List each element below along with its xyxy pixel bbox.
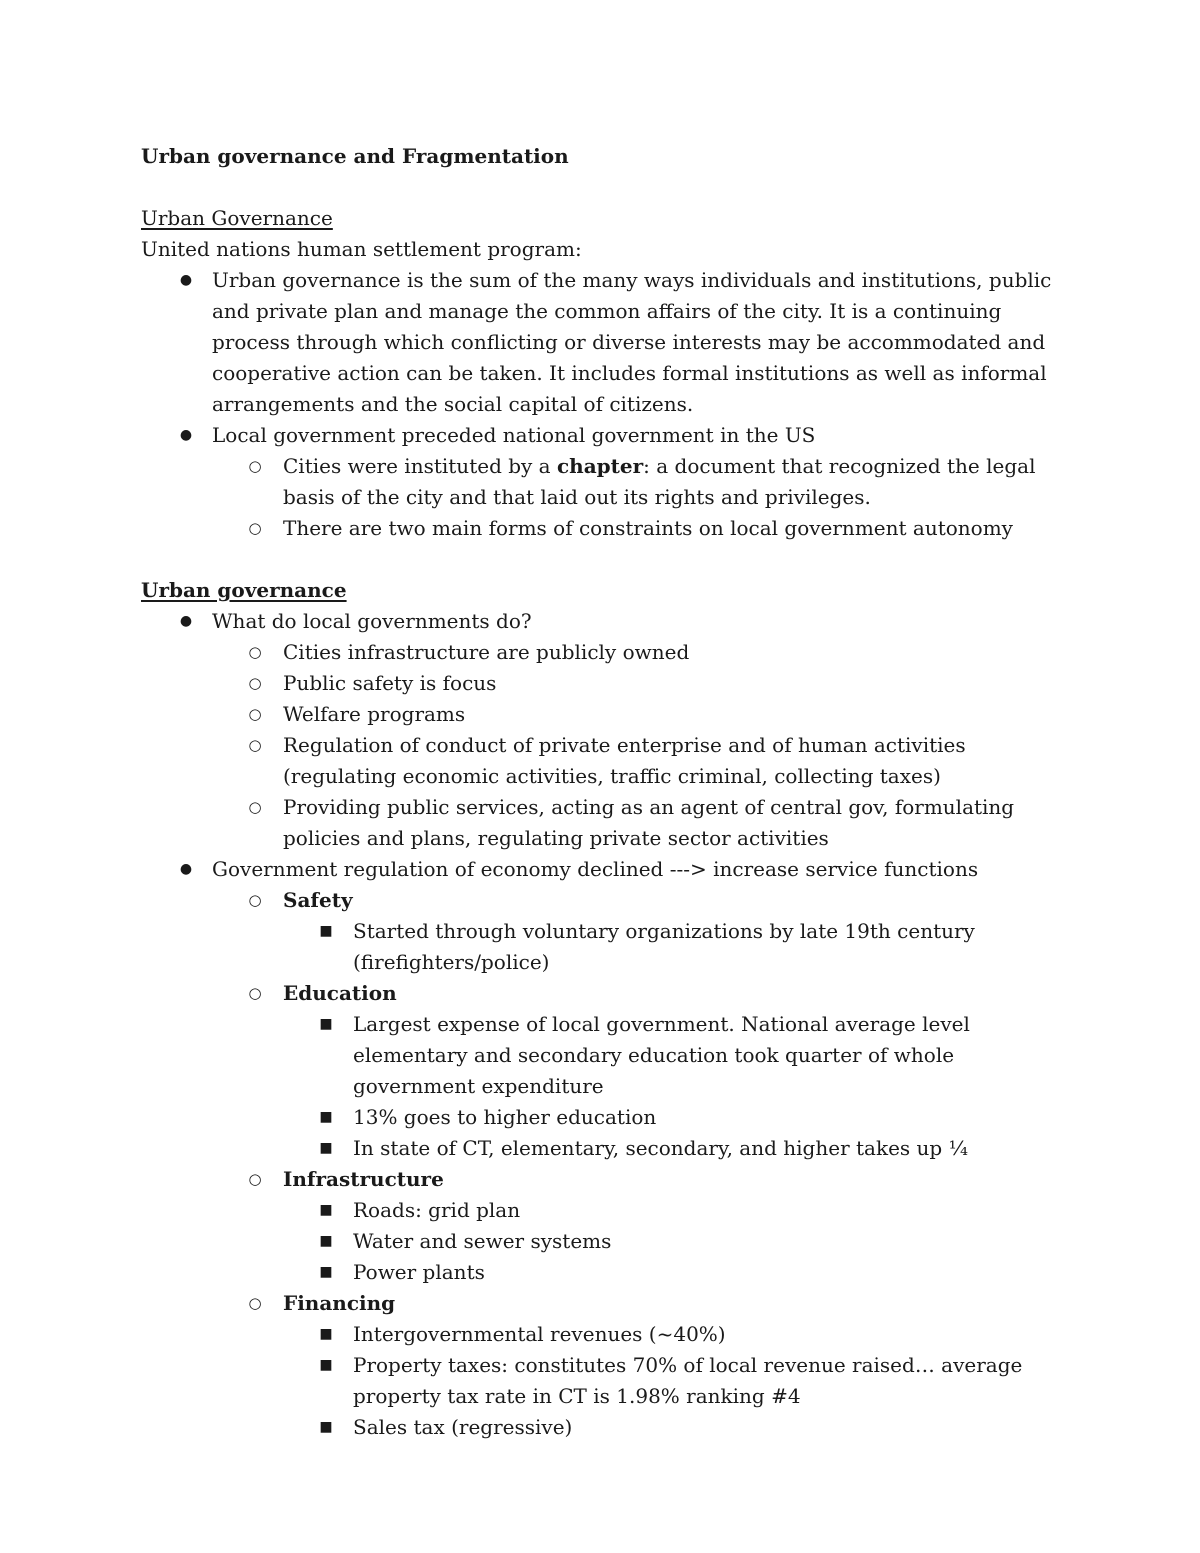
list-item [141,265,1071,420]
square-bullet-icon: ■ [319,1419,333,1435]
list-item [141,916,1071,978]
filled-circle-bullet-icon: ● [179,613,193,629]
list-item [141,792,1071,854]
square-bullet-icon: ■ [319,1233,333,1249]
hollow-circle-bullet-icon: ○ [248,984,262,1002]
hollow-circle-bullet-icon: ○ [248,891,262,909]
list-item-text-post: : a document that recognized the legal basis of the city and that laid out its rights and privileges. [283,454,1036,509]
square-bullet-icon: ■ [319,1326,333,1342]
list-item-text: Roads: grid plan [353,1198,521,1222]
subheading: Safety [283,888,353,912]
subheading: Education [283,981,397,1005]
list-item-infrastructure [141,1164,1071,1195]
list-item-text: Property taxes: constitutes 70% of local revenue raised… average property tax rate in CT is 1.98% ranking #4 [353,1353,1023,1408]
list-item-text: Water and sewer systems [353,1229,612,1253]
filled-circle-bullet-icon: ● [179,861,193,877]
hollow-circle-bullet-icon: ○ [248,457,262,475]
bullet-list [141,606,1071,1443]
list-item-text: In state of CT, elementary, secondary, and higher takes up ¼ [353,1136,968,1160]
list-item [141,637,1071,668]
list-item-education [141,978,1071,1009]
list-item [141,1133,1071,1164]
hollow-circle-bullet-icon: ○ [248,519,262,537]
list-item-text: Public safety is focus [283,671,497,695]
list-item-text: Power plants [353,1260,485,1284]
list-item-text: Government regulation of economy declined ---> increase service functions [212,857,979,881]
list-item [141,1319,1071,1350]
square-bullet-icon: ■ [319,1140,333,1156]
list-item-text: Cities infrastructure are publicly owned [283,640,690,664]
list-item-text: Urban governance is the sum of the many ways individuals and institutions, public and private plan and manage the common affairs of the city. It is a continuing process through which conflicting or diverse interests may be accommodated and cooperative action can be taken. It includes formal institutions as well as informal arrangements and the social capital of citizens. [212,268,1052,416]
list-item-text: Welfare programs [283,702,466,726]
list-item-text: Sales tax (regressive) [353,1415,573,1439]
list-item-safety [141,885,1071,916]
section-urban-governance-functions [141,575,1071,1443]
list-item [141,699,1071,730]
list-item [141,451,1071,513]
list-item-text: Intergovernmental revenues (~40%) [353,1322,726,1346]
section-urban-governance-intro [141,203,1071,544]
subheading: Financing [283,1291,396,1315]
hollow-circle-bullet-icon: ○ [248,1294,262,1312]
list-item [141,606,1071,637]
list-item-text: Regulation of conduct of private enterprise and of human activities (regulating economic activities, traffic criminal, collecting taxes) [283,733,966,788]
section-heading: Urban Governance [141,206,333,230]
list-item [141,1009,1071,1102]
square-bullet-icon: ■ [319,1202,333,1218]
list-item [141,420,1071,451]
subheading: Infrastructure [283,1167,444,1191]
list-item [141,1412,1071,1443]
list-item-text: Providing public services, acting as an agent of central gov, formulating policies and plans, regulating private sector activities [283,795,1015,850]
list-item [141,1257,1071,1288]
list-item-text: What do local governments do? [212,609,532,633]
list-item [141,513,1071,544]
square-bullet-icon: ■ [319,1016,333,1032]
list-item [141,854,1071,885]
list-item-financing [141,1288,1071,1319]
list-item-text: There are two main forms of constraints on local government autonomy [283,516,1013,540]
filled-circle-bullet-icon: ● [179,427,193,443]
chapter-term: chapter [556,454,644,478]
list-item-text-pre: Cities were instituted by a [283,454,557,478]
bullet-list [141,265,1071,544]
list-item [141,668,1071,699]
list-item [141,1195,1071,1226]
list-item [141,1102,1071,1133]
hollow-circle-bullet-icon: ○ [248,705,262,723]
intro-line: United nations human settlement program: [141,237,582,261]
square-bullet-icon: ■ [319,1109,333,1125]
hollow-circle-bullet-icon: ○ [248,798,262,816]
list-item-text: Local government preceded national government in the US [212,423,816,447]
hollow-circle-bullet-icon: ○ [248,1170,262,1188]
square-bullet-icon: ■ [319,1264,333,1280]
hollow-circle-bullet-icon: ○ [248,736,262,754]
list-item-text: Largest expense of local government. National average level elementary and secondary education took quarter of whole government expenditure [353,1012,970,1098]
list-item-text: Started through voluntary organizations by late 19th century (firefighters/police) [353,919,975,974]
section-heading: Urban governance [141,578,347,602]
document-title: Urban governance and Fragmentation [141,144,569,168]
hollow-circle-bullet-icon: ○ [248,643,262,661]
list-item [141,730,1071,792]
square-bullet-icon: ■ [319,923,333,939]
hollow-circle-bullet-icon: ○ [248,674,262,692]
filled-circle-bullet-icon: ● [179,272,193,288]
square-bullet-icon: ■ [319,1357,333,1373]
list-item [141,1350,1071,1412]
list-item-text: 13% goes to higher education [353,1105,657,1129]
list-item [141,1226,1071,1257]
